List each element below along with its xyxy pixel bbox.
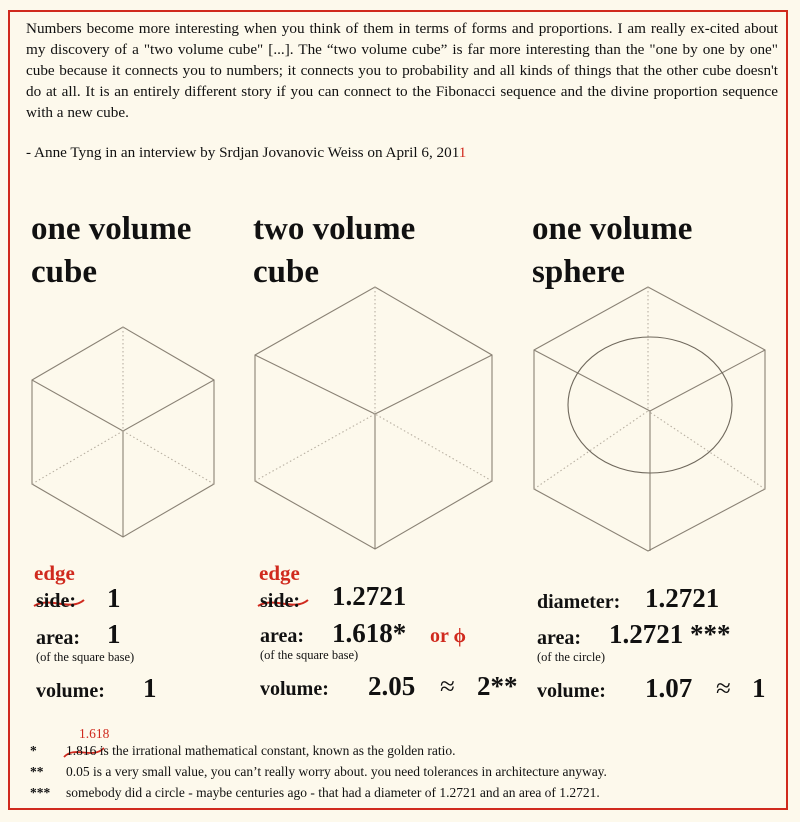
col2-volume-label: volume:	[260, 678, 329, 700]
col2-area-note: (of the square base)	[260, 648, 359, 662]
col1-area-value: 1	[107, 619, 121, 649]
col3-approx-symbol: ≈	[716, 673, 731, 703]
col3-title	[532, 208, 692, 294]
col3-area-label: area:	[537, 627, 582, 649]
col2-volume-approx: 2**	[477, 671, 518, 701]
col3-volume-label: volume:	[537, 680, 606, 702]
col3-area-note: (of the circle)	[537, 650, 606, 664]
col2-edge-label: edge	[259, 561, 300, 585]
footnote3-mark: ***	[30, 785, 51, 800]
col3-title-line1: one volume	[532, 211, 693, 247]
col3-volume-value: 1.07	[645, 673, 693, 703]
col2-volume-value: 2.05	[368, 671, 416, 701]
col1-edge-label: edge	[34, 561, 75, 585]
col1-side-label: side:	[36, 590, 76, 612]
attribution-year-digit: 1	[458, 144, 467, 161]
attribution-text: - Anne Tyng in an interview by Srdjan Jovanovic Weiss on April 6, 201	[26, 144, 459, 161]
col1-title-line1: one volume	[31, 211, 192, 247]
col2-title	[253, 208, 415, 294]
col1-side-value: 1	[107, 583, 121, 613]
footnote1-struck-value: 1.816	[66, 743, 97, 758]
footnote1-text	[66, 743, 456, 759]
footnote1-correction: 1.618	[79, 726, 110, 741]
col2-side-label: side:	[260, 590, 300, 612]
col2-title-line2: cube	[253, 254, 319, 290]
two-volume-cube	[255, 287, 492, 549]
footnote2-mark: **	[30, 764, 44, 779]
col2-area-value: 1.618*	[332, 618, 407, 648]
footnote3-text: somebody did a circle - maybe centuries ago - that had a diameter of 1.2721 and an area of 1.2721.	[66, 785, 600, 800]
col2-title-line1: two volume	[253, 211, 416, 247]
one-volume-sphere	[534, 287, 765, 551]
footnote1-mark: *	[30, 743, 37, 758]
col1-area-note: (of the square base)	[36, 650, 135, 664]
col1-volume-value: 1	[143, 673, 157, 703]
col3-title-line2: sphere	[532, 254, 625, 290]
col2-approx-symbol: ≈	[440, 671, 455, 701]
footnote1-body: is the irrational mathematical constant, known as the golden ratio.	[96, 743, 456, 758]
col2-area-phi: or ϕ	[430, 625, 466, 647]
one-volume-cube	[32, 327, 214, 537]
quote-text: Numbers become more interesting when you think of them in terms of forms and proportions. I am really ex-cited about my discovery of a "two volume cube" [...]. The “two volume cube” is far more interesting than the "one by one by one" cube because it connects you to numbers; it connects you to probability and all kinds of things that the other cube doesn't do at all. It is an entirely different story if you can connect to the Fibonacci sequence and the divine proportion sequence with a new cube.	[26, 20, 778, 121]
col3-diameter-label: diameter:	[537, 591, 621, 613]
col1-title-line2: cube	[31, 254, 97, 290]
col1-area-label: area:	[36, 627, 81, 649]
col3-area-value: 1.2721 ***	[609, 619, 731, 649]
col3-volume-approx: 1	[752, 673, 766, 703]
col1-volume-label: volume:	[36, 680, 105, 702]
col2-area-label: area:	[260, 625, 305, 647]
col3-diameter-value: 1.2721	[645, 583, 720, 613]
col2-side-value: 1.2721	[332, 581, 407, 611]
footnote2-text: 0.05 is a very small value, you can’t really worry about. you need tolerances in architecture anyway.	[66, 764, 607, 779]
